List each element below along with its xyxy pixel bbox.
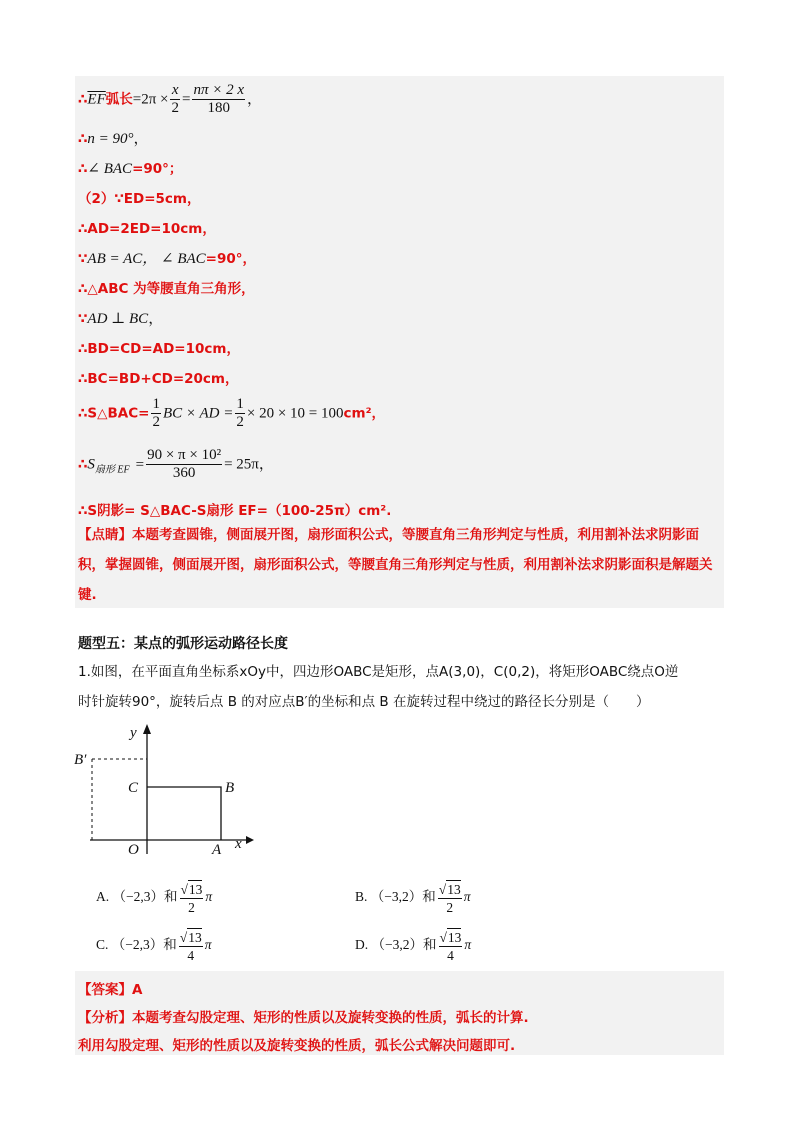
fraction: $\frac{√13}{2}$ [180,882,203,915]
problem-text-line2: 时针旋转90°，旋转后点 B 的对应点B′的坐标和点 B 在旋转过程中绕过的路径长分别是（ ） [78,694,650,710]
solution-line-area-sector: $\therefore S_{扇形 EF}$ = $\frac{\text{90 × π × 10²}}{360}$ = 25π， [78,447,274,481]
solution-line-ab-ac: ∵AB = AC， ∠ BAC=90°， [78,251,257,267]
option-d[interactable]: D. （−3,2）和 $\frac{√13}{4}$ π [355,930,472,963]
label-b-prime: B′ [74,752,87,768]
problem-text-line1: 1.如图，在平面直角坐标系xOy中，四边形OABC是矩形，点A(3,0)，C(0,2)，将矩形OABC绕点O逆 [78,664,679,680]
solution-line-perp: ∵AD ⊥ BC， [78,311,164,327]
section-title: 题型五：某点的弧形运动路径长度 [78,636,288,652]
label-c: C [128,780,139,796]
analysis-line1: 【分析】本题考查勾股定理、矩形的性质以及旋转变换的性质，弧长的计算. [78,1010,529,1026]
option-c[interactable]: C. （−2,3）和 $\frac{√13}{4}$ π [96,930,212,963]
label-x: x [235,836,242,852]
label-o: O [128,842,139,858]
fraction: $\frac{1}{2}$ [236,396,244,430]
solution-line-ed: （2）∵ED=5cm， [78,191,201,207]
label-b: B [225,780,235,796]
analysis-line2: 利用勾股定理、矩形的性质以及旋转变换的性质，弧长公式解决问题即可. [78,1038,516,1054]
rectangle-oabc [147,787,221,840]
fraction: $\frac{√13}{4}$ [179,930,202,963]
label-y: y [130,725,137,741]
fraction: $\frac{n\pi \times 2 x}{180}$ [193,82,244,116]
fraction: $\frac{\text{90 × π × 10²}}{360}$ [147,447,222,481]
solution-line-shaded-area: ∴S阴影= S△BAC-S扇形 EF=（100-25π）cm². [78,503,392,519]
option-a[interactable]: A. （−2,3）和 $\frac{√13}{2}$ π [96,882,213,915]
solution-line-bc: ∴BC=BD+CD=20cm， [78,371,239,387]
solution-line-arc-length: $\therefore\overline{EF}$弧长=2π × $\frac{x}{2}$ = $\frac{n\pi \times 2 x}{180}$ ， [78,82,263,116]
option-b[interactable]: B. （−3,2）和 $\frac{√13}{2}$ π [355,882,471,915]
solution-line-bd: ∴BD=CD=AD=10cm， [78,341,240,357]
fraction: $\frac{√13}{2}$ [438,882,461,915]
label-a: A [212,842,222,858]
fraction: $\frac{√13}{4}$ [439,930,462,963]
solution-line-ad: ∴AD=2ED=10cm， [78,221,216,237]
solution-line-area-triangle: ∴S△BAC= $\frac{1}{2}$ BC × AD = $\frac{1}{2}$ × 20 × 10 = 100cm²， [78,396,385,430]
solution-line-n: ∴n = 90°， [78,131,149,147]
fraction: $\frac{x}{2}$ [171,82,179,116]
fraction: $\frac{1}{2}$ [152,396,160,430]
answer-line: 【答案】A [78,982,143,998]
solution-line-triangle: ∴△ABC 为等腰直角三角形， [78,281,255,297]
y-axis-arrow [143,724,151,734]
coordinate-figure [70,720,260,860]
x-axis-arrow [246,836,254,844]
comment-note: 【点睛】本题考查圆锥，侧面展开图，扇形面积公式，等腰直角三角形判定与性质，利用割补法求阴影面积，掌握圆锥，侧面展开图，扇形面积公式，等腰直角三角形判定与性质，利用割补法求阴影面积是解题关键. [78,527,713,603]
solution-line-angle: ∴∠ BAC=90°； [78,161,183,177]
